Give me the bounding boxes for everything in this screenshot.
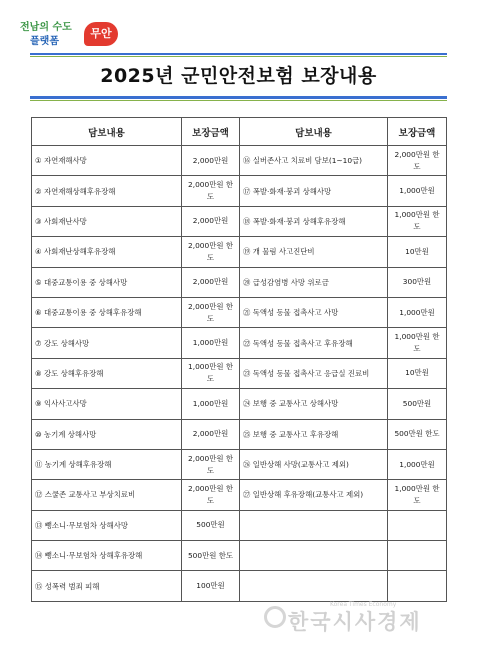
coverage-amount-left: 1,000만원 [182,389,240,419]
coverage-amount-left: 2,000만원 [182,146,240,176]
coverage-amount-left: 2,000만원 한도 [182,297,240,327]
title-rule-top-accent [30,56,447,57]
coverage-item-left: ⑧ 강도 상해후유장해 [32,358,182,388]
coverage-item-right: ㉑ 독액성 동물 접촉사고 사망 [240,297,388,327]
coverage-item-right: ㉖ 일반상해 사망(교통사고 제외) [240,449,388,479]
coverage-amount-right [388,541,447,571]
coverage-item-right: ㉔ 보행 중 교통사고 상해사망 [240,389,388,419]
table-row [32,146,447,176]
logo-badge: 무안 [84,22,118,46]
coverage-amount-left: 100만원 [182,571,240,601]
coverage-amount-left: 2,000만원 [182,419,240,449]
table-row [32,419,447,449]
table-row [32,449,447,479]
watermark: 한국시사경제 [288,610,422,634]
coverage-item-left: ⑮ 성폭력 범죄 피해 [32,571,182,601]
coverage-amount-right [388,510,447,540]
coverage-item-left: ⑭ 뺑소니·무보험차 상해후유장해 [32,541,182,571]
coverage-item-left: ③ 사회재난사망 [32,206,182,236]
coverage-item-left: ⑫ 스쿨존 교통사고 부상치료비 [32,480,182,510]
coverage-item-right: ㉓ 독액성 동물 접촉사고 응급실 진료비 [240,358,388,388]
coverage-item-left: ⑨ 익사사고사망 [32,389,182,419]
coverage-item-left: ⑬ 뺑소니·무보험차 상해사망 [32,510,182,540]
coverage-table [31,117,447,602]
coverage-item-right: ㉒ 독액성 동물 접촉사고 후유장해 [240,328,388,358]
coverage-item-left: ② 자연재해상해후유장해 [32,176,182,206]
coverage-amount-right: 10만원 [388,358,447,388]
table-row [32,328,447,358]
logo-line2: 플랫폼 [30,36,59,47]
coverage-amount-left: 500만원 [182,510,240,540]
coverage-item-right: ㉕ 보행 중 교통사고 후유장해 [240,419,388,449]
coverage-item-left: ⑦ 강도 상해사망 [32,328,182,358]
coverage-amount-right: 10만원 [388,237,447,267]
coverage-amount-right: 1,000만원 [388,297,447,327]
table-row [32,176,447,206]
logo-line1: 전남의 수도 [20,22,72,33]
coverage-amount-right: 1,000만원 [388,176,447,206]
coverage-amount-right: 1,000만원 [388,449,447,479]
coverage-item-right: ⑳ 급성감염병 사망 위로금 [240,267,388,297]
header-amount-left: 보장금액 [182,118,240,146]
coverage-item-left: ⑪ 농기계 상해후유장해 [32,449,182,479]
coverage-amount-right [388,571,447,601]
coverage-amount-left: 2,000만원 한도 [182,237,240,267]
coverage-item-left: ① 자연재해사망 [32,146,182,176]
coverage-amount-left: 1,000만원 한도 [182,358,240,388]
coverage-item-right [240,510,388,540]
title-rule-bottom [30,96,447,99]
coverage-item-right: ㉗ 일반상해 후유장해(교통사고 제외) [240,480,388,510]
header-amount-right: 보장금액 [388,118,447,146]
table-row [32,510,447,540]
watermark-subtext: Korea Times Economy [330,601,397,608]
coverage-amount-left: 2,000만원 [182,267,240,297]
coverage-item-left: ⑩ 농기계 상해사망 [32,419,182,449]
table-row [32,297,447,327]
coverage-amount-left: 2,000만원 [182,206,240,236]
table-row [32,267,447,297]
header-item-left: 담보내용 [32,118,182,146]
table-row [32,206,447,236]
coverage-amount-left: 2,000만원 한도 [182,480,240,510]
coverage-item-right: ⑯ 실버존사고 치료비 담보(1~10급) [240,146,388,176]
coverage-amount-left: 2,000만원 한도 [182,176,240,206]
table-row [32,237,447,267]
watermark-icon [264,606,286,628]
coverage-amount-right: 300만원 [388,267,447,297]
page-title: 2025년 군민안전보험 보장내용 [100,65,377,87]
coverage-amount-right: 500만원 한도 [388,419,447,449]
coverage-item-right: ⑰ 폭발·화재·붕괴 상해사망 [240,176,388,206]
coverage-amount-left: 1,000만원 [182,328,240,358]
coverage-item-right [240,541,388,571]
coverage-amount-left: 2,000만원 한도 [182,449,240,479]
table-header-row [32,118,447,146]
coverage-amount-left: 500만원 한도 [182,541,240,571]
title-rule-top [30,53,447,55]
coverage-amount-right: 1,000만원 한도 [388,206,447,236]
coverage-amount-right: 2,000만원 한도 [388,146,447,176]
header-item-right: 담보내용 [240,118,388,146]
coverage-item-right [240,571,388,601]
coverage-item-left: ④ 사회재난상해후유장해 [32,237,182,267]
table-row [32,480,447,510]
coverage-item-right: ⑲ 개 물림 사고진단비 [240,237,388,267]
coverage-amount-right: 500만원 [388,389,447,419]
muan-logo [20,16,140,50]
coverage-amount-right: 1,000만원 한도 [388,328,447,358]
title-rule-bottom-accent [30,100,447,101]
coverage-item-right: ⑱ 폭발·화재·붕괴 상해후유장해 [240,206,388,236]
table-row [32,358,447,388]
coverage-item-left: ⑥ 대중교통이용 중 상해후유장해 [32,297,182,327]
coverage-amount-right: 1,000만원 한도 [388,480,447,510]
table-row [32,571,447,601]
table-row [32,389,447,419]
coverage-item-left: ⑤ 대중교통이용 중 상해사망 [32,267,182,297]
table-row [32,541,447,571]
